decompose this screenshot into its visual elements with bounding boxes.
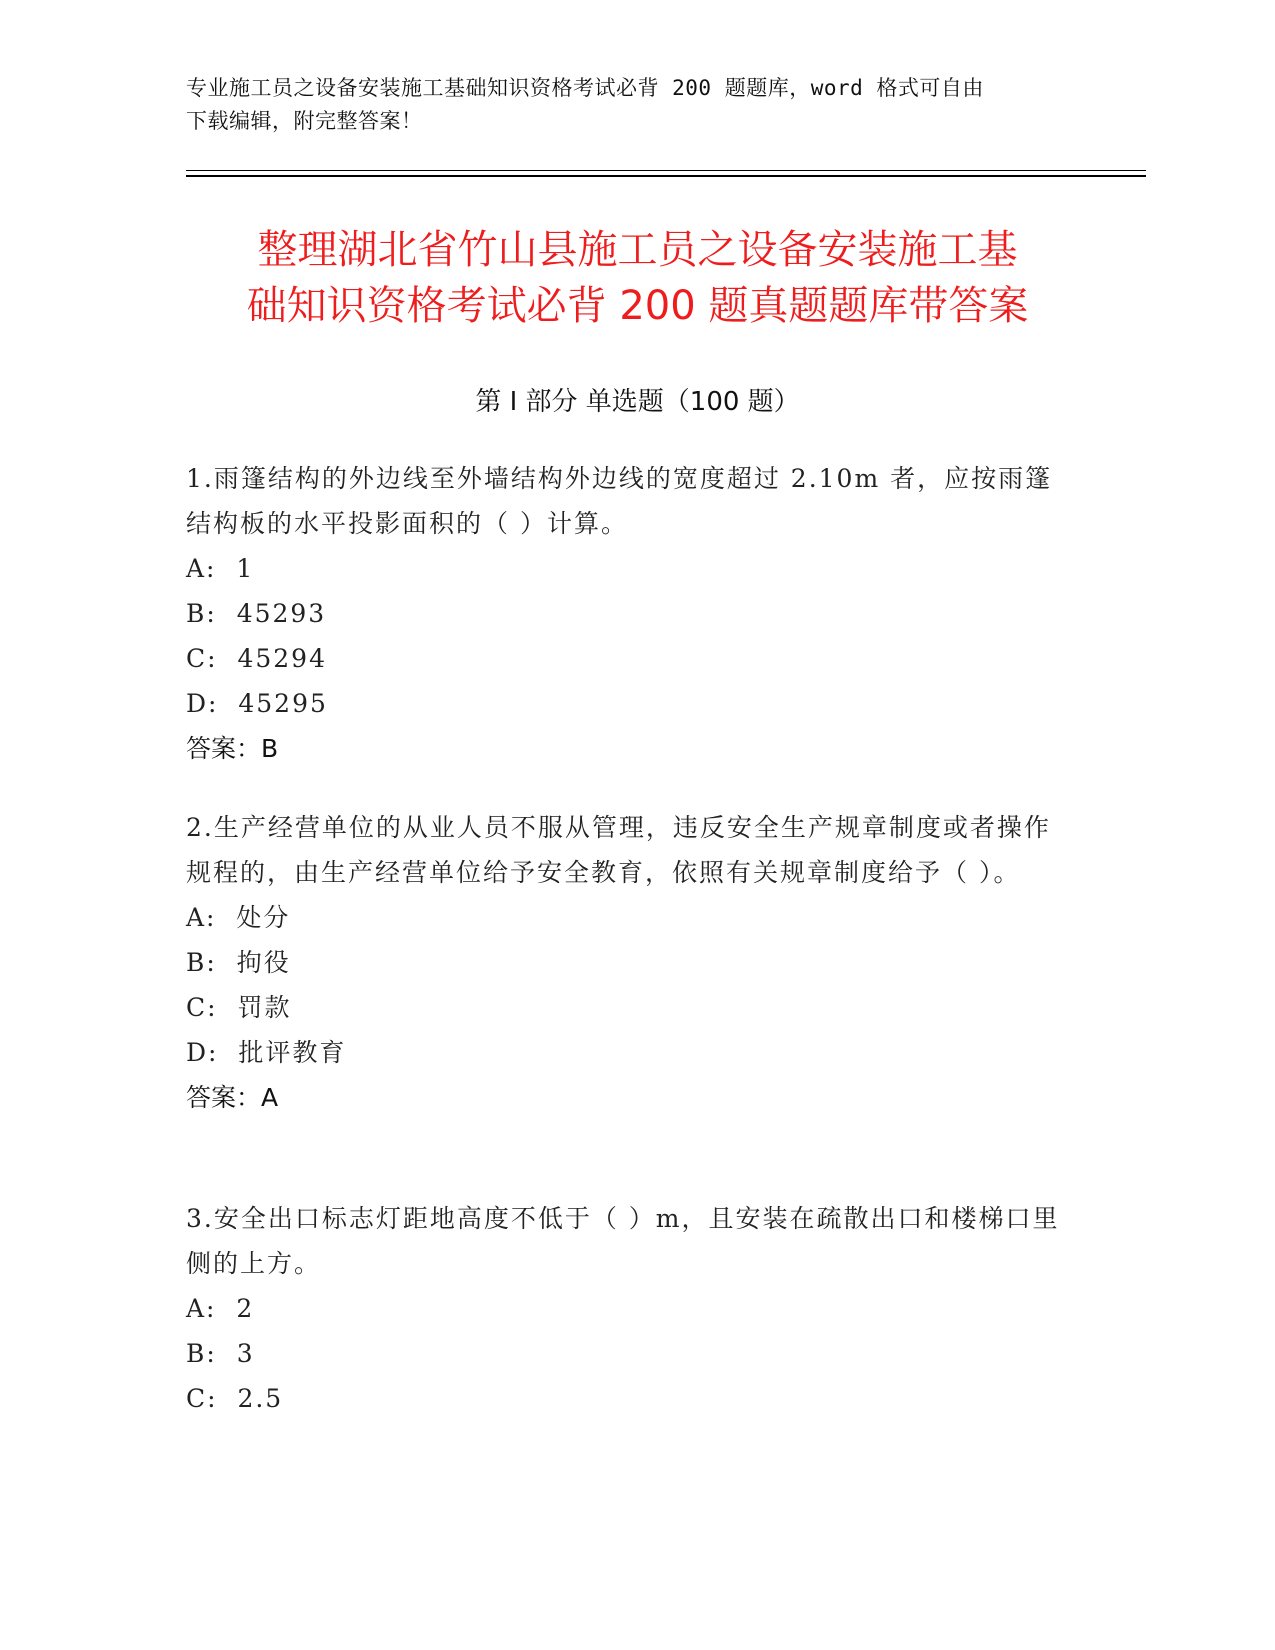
section-heading: 第 I 部分 单选题（100 题）: [475, 387, 800, 417]
option-b: B: 拘役: [186, 948, 291, 977]
header-note-line-1: 专业施工员之设备安装施工基础知识资格考试必背 200 题题库，word 格式可自由: [186, 76, 984, 100]
option-a: A: 处分: [186, 903, 291, 932]
option-c: C: 45294: [186, 644, 327, 673]
question-stem: 3.安全出口标志灯距地高度不低于（ ）m，且安装在疏散出口和楼梯口里侧的上方。: [186, 1204, 1060, 1278]
document-title: [150, 222, 1125, 334]
option-b: B: 3: [186, 1339, 255, 1368]
question-stem: 1.雨篷结构的外边线至外墙结构外边线的宽度超过 2.10m 者，应按雨篷结构板的水平投影面积的（ ）计算。: [186, 464, 1053, 538]
question-2: [186, 805, 1066, 1120]
question-3: [186, 1196, 1066, 1421]
option-a: A: 2: [186, 1294, 255, 1323]
header-note: [186, 72, 1086, 138]
answer: 答案：B: [186, 734, 279, 763]
option-a: A: 1: [186, 554, 255, 583]
header-rule-thick: [186, 175, 1146, 177]
option-d: D: 批评教育: [186, 1038, 347, 1067]
option-d: D: 45295: [186, 689, 328, 718]
title-line-2: 础知识资格考试必背 200 题真题题库带答案: [246, 283, 1029, 329]
option-c: C: 2.5: [186, 1384, 284, 1413]
option-b: B: 45293: [186, 599, 327, 628]
header-rule-thin: [186, 170, 1146, 171]
question-1: [186, 456, 1066, 771]
header-note-line-2: 下载编辑，附完整答案！: [186, 109, 423, 133]
option-c: C: 罚款: [186, 993, 292, 1022]
question-stem: 2.生产经营单位的从业人员不服从管理，违反安全生产规章制度或者操作规程的，由生产经营单位给予安全教育，依照有关规章制度给予（ ）。: [186, 813, 1051, 887]
answer: 答案：A: [186, 1083, 279, 1112]
title-line-1: 整理湖北省竹山县施工员之设备安装施工基: [257, 227, 1018, 273]
